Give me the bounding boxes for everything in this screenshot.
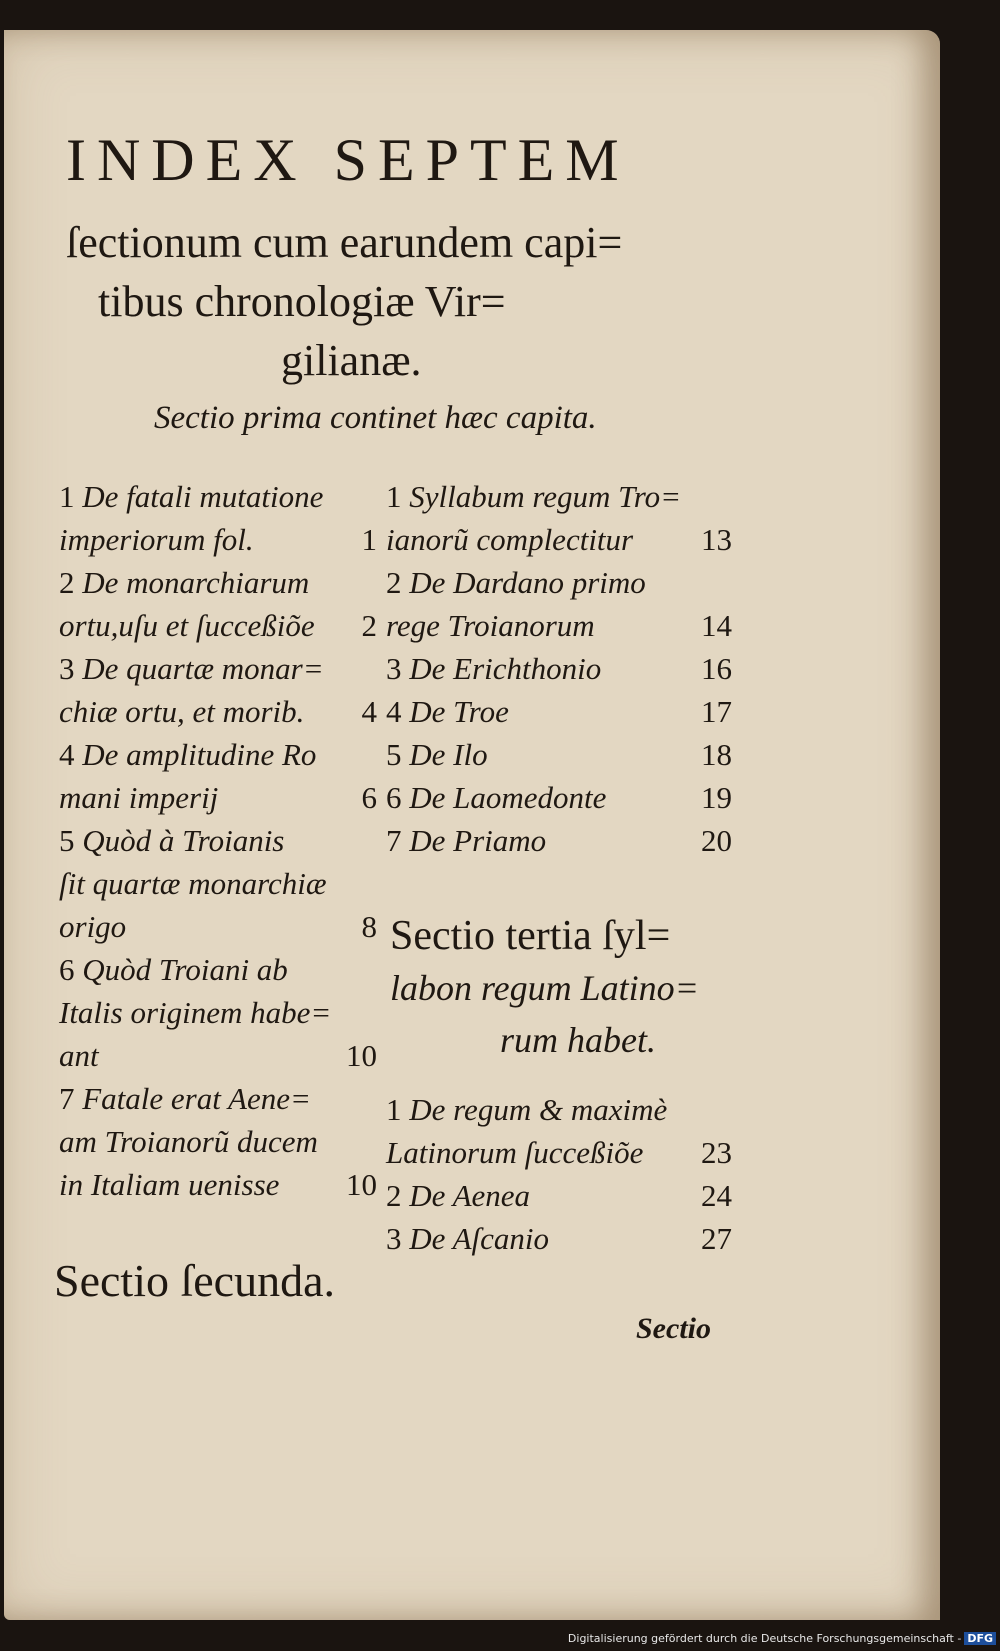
entry-text: De Aſcanio [409,1221,550,1256]
entry-text: ortu,uſu et ſucceßiõe [59,608,315,643]
entry-line-content [386,475,681,518]
entry-line [386,733,732,776]
entry-line-content [386,518,633,561]
entry-line-content [59,819,284,862]
section-3-heading-line: Sectio tertia ſyl= [390,913,671,959]
entry-line-content [59,561,309,604]
entry-line [386,690,732,733]
book-page [4,30,940,1620]
entry-line [59,1120,377,1163]
entry-number: 2 [59,565,75,600]
entry-line [59,475,377,518]
entry-line [59,862,377,905]
entry-line-content [59,905,126,948]
entry-line [386,1174,732,1217]
entry-line [386,475,732,518]
page-number: 8 [361,909,377,944]
entry-line-content [59,690,304,733]
entry-line-content [59,991,331,1034]
subtitle-line: gilianæ. [281,336,422,385]
page-number: 18 [701,737,732,772]
entry-text: Quòd Troiani ab [82,952,288,987]
entry-line [386,1131,732,1174]
entry-text: Syllabum regum Tro= [409,479,682,514]
entry-line [59,776,377,819]
entry-text: De Priamo [409,823,547,858]
entry-text: De Erichthonio [409,651,602,686]
entry-number: 4 [59,737,75,772]
entry-number: 7 [59,1081,75,1116]
entry-text: De amplitudine Ro [82,737,317,772]
entry-line-content [386,1131,643,1174]
entry-line-content [59,604,315,647]
page-number: 13 [701,522,732,557]
index-entry [59,733,377,819]
entry-line-content [386,604,595,647]
page-number: 27 [701,1221,732,1256]
entry-line-content [386,776,606,819]
section-1-heading: Sectio prima continet hæc capita. [154,400,597,436]
entry-text: De Laomedonte [409,780,607,815]
entry-line-content [59,1034,99,1077]
index-entry [59,1077,377,1206]
index-entry [386,1217,732,1260]
index-entry [59,647,377,733]
entry-line [59,819,377,862]
section-3-heading [390,910,730,1066]
entry-line [386,819,732,862]
page-number: 16 [701,651,732,686]
entry-line-content [386,1088,667,1131]
section-3-heading-line: rum habet. [500,1020,656,1060]
page-number: 10 [346,1167,377,1202]
entry-text: De Dardano primo [409,565,646,600]
entry-number: 5 [59,823,75,858]
credit-text: Digitalisierung gefördert durch die Deutsche Forschungsgemeinschaft - [567,1632,962,1645]
entry-text: De Aenea [409,1178,531,1213]
entry-text: De Troe [409,694,509,729]
index-entry [59,475,377,561]
entry-line [386,776,732,819]
section-2-heading: Sectio ſecunda. [54,1255,336,1306]
subtitle-line: tibus chronologiæ Vir= [98,277,506,326]
entry-text: ianorũ complectitur [386,522,634,557]
entry-line [59,1163,377,1206]
entry-line [59,647,377,690]
entry-number: 1 [386,1092,402,1127]
entry-number: 2 [386,1178,402,1213]
entry-text: mani imperij [59,780,219,815]
entry-line-content [59,733,316,776]
entry-text: ant [59,1038,99,1073]
entry-text: Latinorum ſucceßiõe [386,1135,644,1170]
entry-text: rege Troianorum [386,608,595,643]
page-number: 24 [701,1178,732,1213]
entry-line-content [59,647,324,690]
entry-text: ſit quartæ monarchiæ [59,866,327,901]
entry-text: De regum & maximè [409,1092,668,1127]
entry-line [59,905,377,948]
entry-number: 3 [386,651,402,686]
index-entry [386,561,732,647]
index-subtitle [66,213,736,390]
index-entry [59,819,377,948]
entry-line-content [386,690,509,733]
entry-line [386,1088,732,1131]
index-entry [386,647,732,690]
page-number: 17 [701,694,732,729]
entry-line-content [59,518,254,561]
entry-text: De monarchiarum [82,565,310,600]
entry-line [386,647,732,690]
index-title: INDEX SEPTEM [66,127,630,193]
page-number: 1 [361,522,377,557]
index-entry [386,690,732,733]
entry-line-content [59,862,327,905]
index-entry [59,948,377,1077]
page-number: 4 [361,694,377,729]
entry-number: 4 [386,694,402,729]
entry-line [59,948,377,991]
entry-line-content [386,1217,549,1260]
entry-line [59,733,377,776]
entry-line [386,1217,732,1260]
index-entry [386,1088,732,1174]
section-1-entries [59,475,377,1206]
index-entry [386,475,732,561]
entry-number: 3 [59,651,75,686]
page-number: 10 [346,1038,377,1073]
entry-line [59,1034,377,1077]
page-number: 19 [701,780,732,815]
entry-line-content [386,733,488,776]
entry-line-content [59,948,288,991]
entry-number: 3 [386,1221,402,1256]
entry-number: 5 [386,737,402,772]
entry-number: 6 [59,952,75,987]
catchword: Sectio [636,1312,711,1345]
section-3-entries [386,1088,732,1260]
entry-line [59,561,377,604]
entry-number: 7 [386,823,402,858]
entry-line-content [386,1174,530,1217]
entry-number: 1 [386,479,402,514]
page-number: 23 [701,1135,732,1170]
entry-line [386,518,732,561]
section-2-entries [386,475,732,862]
section-3-heading-line: labon regum Latino= [390,968,699,1008]
page-number: 20 [701,823,732,858]
entry-line [59,690,377,733]
page-number: 6 [361,780,377,815]
page-number: 2 [361,608,377,643]
entry-line-content [59,1120,318,1163]
entry-line [59,991,377,1034]
entry-line-content [386,647,601,690]
dfg-logo: DFG [964,1632,996,1645]
entry-number: 2 [386,565,402,600]
index-entry [386,733,732,776]
entry-text: Italis originem habe= [59,995,332,1030]
entry-line-content [59,776,218,819]
entry-text: Fatale erat Aene= [82,1081,311,1116]
digitization-credit [568,1632,996,1645]
entry-text: De quartæ monar= [82,651,324,686]
entry-text: origo [59,909,127,944]
entry-text: De fatali mutatione [82,479,324,514]
entry-text: am Troianorũ ducem [59,1124,318,1159]
entry-text: Quòd à Troianis [82,823,285,858]
entry-line-content [59,475,323,518]
entry-text: De Ilo [409,737,488,772]
page-number: 14 [701,608,732,643]
entry-line [386,604,732,647]
entry-number: 6 [386,780,402,815]
entry-line-content [59,1077,311,1120]
entry-line [59,518,377,561]
index-entry [386,776,732,819]
subtitle-line: ſectionum cum earundem capi= [66,218,623,267]
entry-line-content [59,1163,279,1206]
index-entry [386,819,732,862]
entry-line-content [386,561,646,604]
entry-line [386,561,732,604]
index-entry [386,1174,732,1217]
entry-line-content [386,819,546,862]
index-entry [59,561,377,647]
entry-number: 1 [59,479,75,514]
entry-line [59,1077,377,1120]
entry-line [59,604,377,647]
entry-text: imperiorum fol. [59,522,254,557]
entry-text: in Italiam uenisse [59,1167,280,1202]
entry-text: chiæ ortu, et morib. [59,694,305,729]
